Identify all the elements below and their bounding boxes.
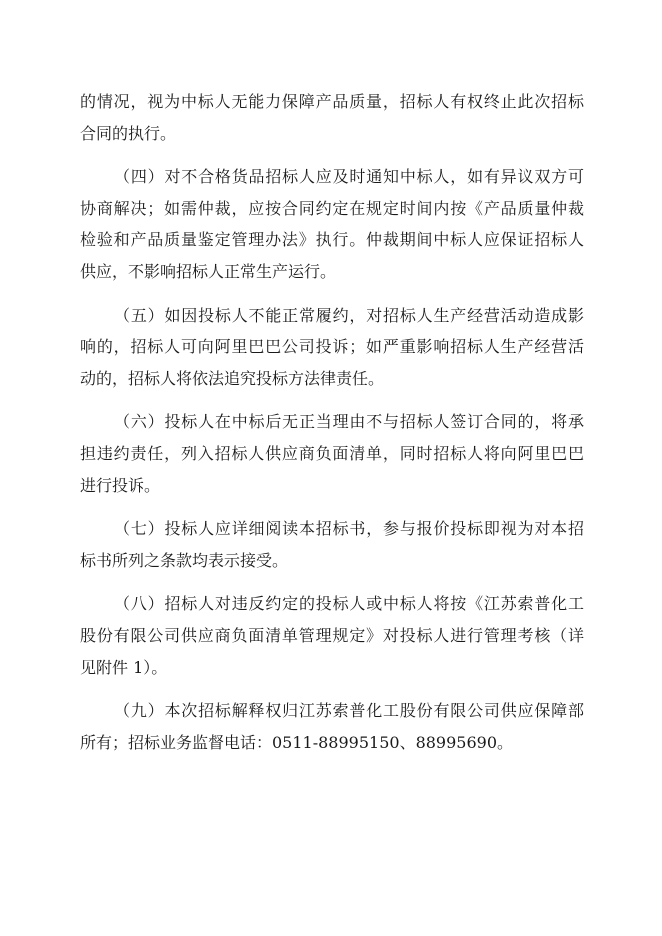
text-line: （五）如因投标人不能正常履约，对招标人生产经营活动造成影	[114, 305, 584, 325]
paragraph	[80, 588, 584, 683]
paragraph	[80, 161, 584, 287]
text-line: 响的，招标人可向阿里巴巴公司投诉；如严重影响招标人生产经营活	[80, 337, 584, 357]
text-line: 动的，招标人将依法追究投标方法律责任。	[80, 368, 385, 388]
paragraph	[80, 86, 584, 149]
text-line: 合同的执行。	[80, 123, 177, 143]
text-line: 的情况，视为中标人无能力保障产品质量，招标人有权终止此次招标	[80, 92, 584, 111]
text-line: （七）投标人应详细阅读本招标书，参与报价投标即视为对本招	[114, 519, 584, 539]
text-line: 见附件 1）。	[80, 657, 168, 677]
text-line: （六）投标人在中标后无正当理由不与招标人签订合同的，将承	[114, 412, 584, 432]
document-page	[80, 86, 584, 770]
text-line: 协商解决；如需仲裁，应按合同约定在规定时间内按《产品质量仲裁	[80, 198, 584, 218]
text-line: 所有；招标业务监督电话：0511-88995150、88995690。	[80, 732, 514, 752]
text-line: 标书所列之条款均表示接受。	[80, 550, 289, 570]
text-line: 股份有限公司供应商负面清单管理规定》对投标人进行管理考核（详	[80, 625, 584, 645]
text-line: （九）本次招标解释权归江苏索普化工股份有限公司供应保障部	[114, 701, 584, 721]
text-line: （四）对不合格货品招标人应及时通知中标人，如有异议双方可	[114, 167, 584, 187]
paragraph	[80, 300, 584, 395]
text-line: 供应，不影响招标人正常生产运行。	[80, 261, 337, 281]
paragraph	[80, 695, 584, 758]
paragraph	[80, 513, 584, 576]
text-line: （八）招标人对违反约定的投标人或中标人将按《江苏索普化工	[114, 594, 584, 614]
text-line: 进行投诉。	[80, 475, 161, 495]
text-line: 担违约责任，列入招标人供应商负面清单，同时招标人将向阿里巴巴	[80, 443, 584, 463]
text-line: 检验和产品质量鉴定管理办法》执行。仲裁期间中标人应保证招标人	[80, 230, 584, 250]
paragraph	[80, 406, 584, 501]
